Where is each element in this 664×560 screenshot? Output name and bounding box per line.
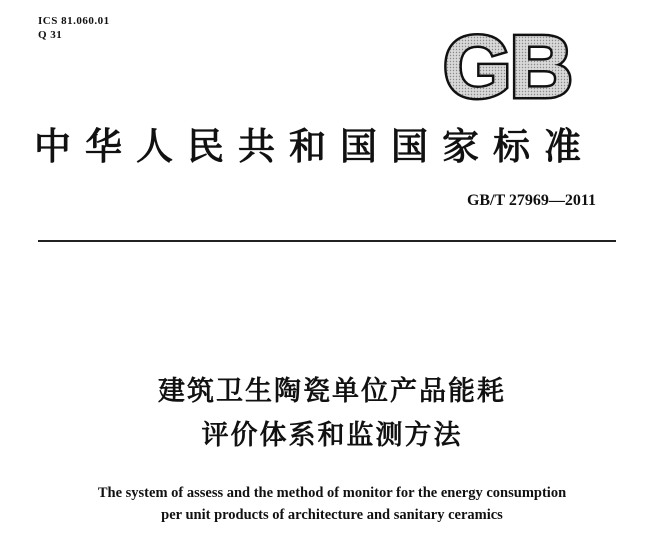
chinese-title-line-1: 建筑卫生陶瓷单位产品能耗 — [158, 376, 506, 407]
gb-logo-text: GB — [443, 27, 571, 103]
standard-number: GB/T 27969—2011 — [466, 192, 596, 209]
chinese-title-line-2: 评价体系和监测方法 — [201, 420, 463, 451]
header-divider — [38, 240, 616, 242]
gb-logo — [440, 27, 574, 103]
classification-codes — [38, 14, 110, 42]
chinese-title — [0, 370, 664, 458]
ccs-code: Q 31 — [38, 29, 63, 41]
country-standard-title: 中华人民共和国国家标准 — [34, 124, 595, 168]
english-title-line-2: per unit products of architecture and sanitary ceramics — [161, 507, 503, 523]
ics-code: ICS 81.060.01 — [38, 15, 110, 27]
english-title-line-1: The system of assess and the method of monitor for the energy consumption — [97, 485, 567, 501]
english-title — [0, 482, 664, 526]
